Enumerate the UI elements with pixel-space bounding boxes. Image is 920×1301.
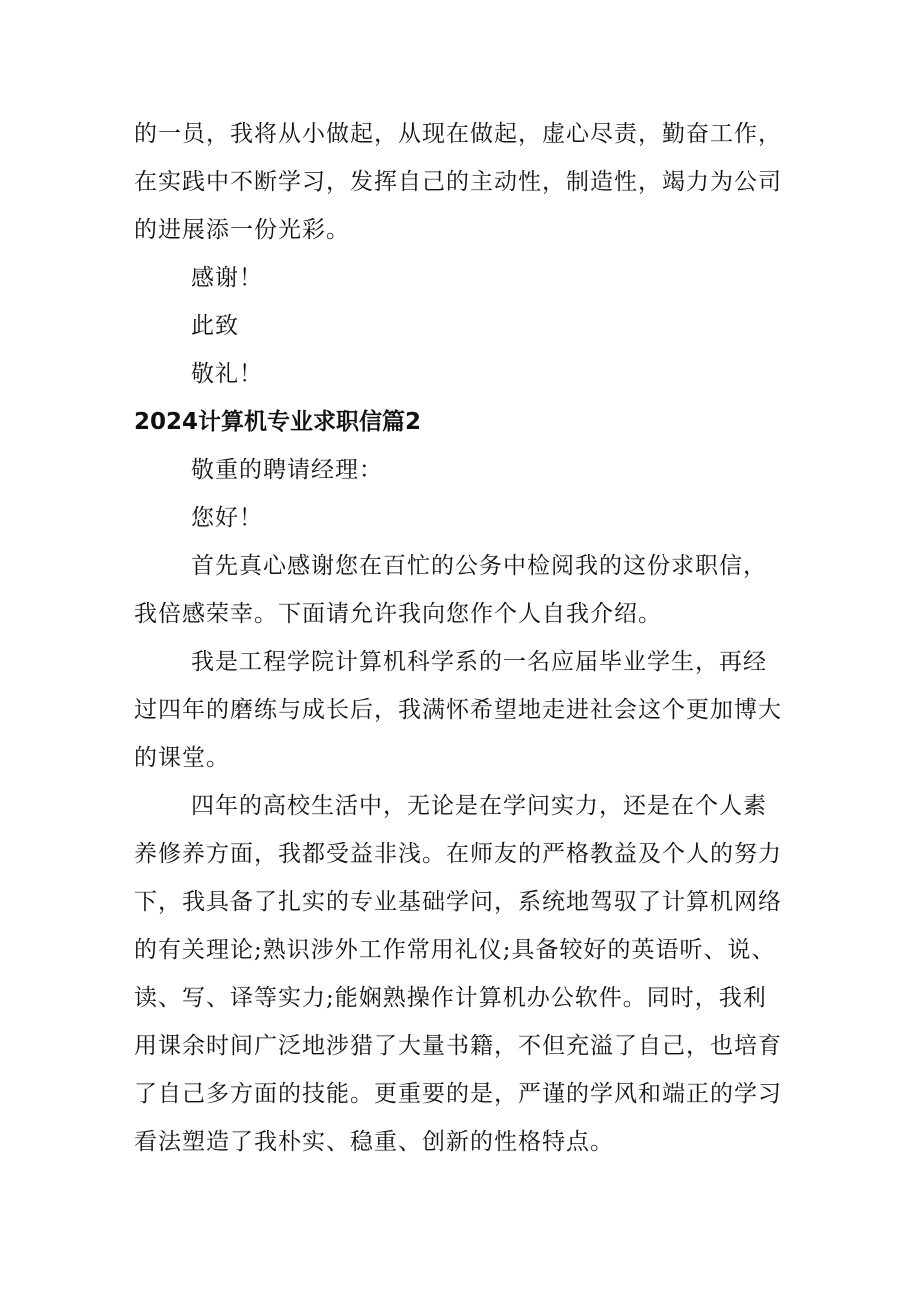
paragraph-line: 了自己多方面的技能。更重要的是，严谨的学风和端正的学习 [134, 1081, 782, 1107]
paragraph-line: 我倍感荣幸。下面请允许我向您作个人自我介绍。 [134, 601, 662, 627]
body-text-line: 的一员，我将从小做起，从现在做起，虚心尽责，勤奋工作， [134, 121, 782, 147]
thanks-line: 感谢！ [191, 265, 263, 291]
paragraph-line: 四年的高校生活中，无论是在学问实力，还是在个人素 [191, 793, 767, 819]
paragraph-line: 过四年的磨练与成长后，我满怀希望地走进社会这个更加博大 [134, 697, 782, 723]
paragraph-line: 看法塑造了我朴实、稳重、创新的性格特点。 [134, 1129, 614, 1155]
greeting-line: 您好！ [191, 505, 263, 531]
paragraph-line: 用课余时间广泛地涉猎了大量书籍，不但充溢了自己，也培育 [134, 1033, 782, 1059]
greeting-line: 敬重的聘请经理： [191, 457, 383, 483]
body-text-line: 的进展添一份光彩。 [134, 217, 350, 243]
section-heading: 2024计算机专业求职信篇2 [134, 409, 422, 435]
salutation-line: 敬礼！ [191, 361, 263, 387]
paragraph-line: 养修养方面，我都受益非浅。在师友的严格教益及个人的努力 [134, 841, 782, 867]
paragraph-line: 的有关理论;熟识涉外工作常用礼仪;具备较好的英语听、说、 [134, 937, 776, 963]
document-body [134, 110, 810, 1166]
paragraph-line: 下，我具备了扎实的专业基础学问，系统地驾驭了计算机网络 [134, 889, 782, 915]
closing-line: 此致 [191, 313, 239, 339]
paragraph-line: 读、写、译等实力;能娴熟操作计算机办公软件。同时，我利 [134, 985, 767, 1011]
paragraph-line: 的课堂。 [134, 745, 230, 771]
paragraph-line: 首先真心感谢您在百忙的公务中检阅我的这份求职信， [191, 553, 767, 579]
body-text-line: 在实践中不断学习，发挥自己的主动性，制造性，竭力为公司 [134, 169, 782, 195]
paragraph-line: 我是工程学院计算机科学系的一名应届毕业学生，再经 [191, 649, 767, 675]
